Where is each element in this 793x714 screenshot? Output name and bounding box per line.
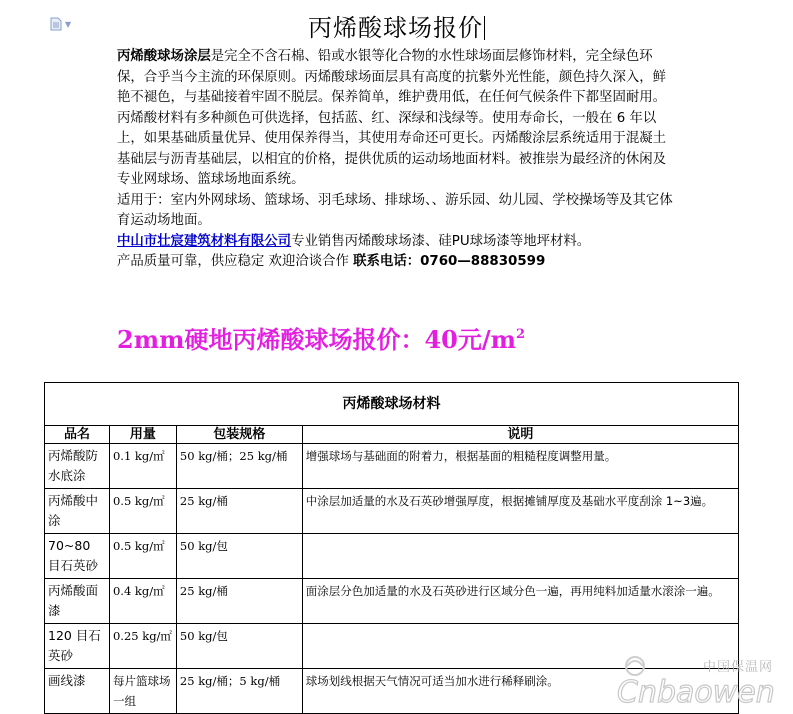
chevron-down-icon: ▼	[65, 19, 72, 29]
header-pack: 包装规格	[176, 426, 302, 444]
cell-name: 120 目石英砂	[45, 624, 110, 669]
cell-pack: 25 kg/桶	[176, 489, 302, 534]
cell-pack: 50 kg/包	[176, 534, 302, 579]
cell-pack: 50 kg/包	[176, 624, 302, 669]
company-link[interactable]: 中山市壮宸建筑材料有限公司	[117, 233, 292, 249]
watermark-en: Cnbaowen	[617, 675, 775, 708]
contact-phone: 联系电话：0760—88830599	[353, 254, 546, 269]
cell-pack: 25 kg/桶；5 kg/桶	[176, 669, 302, 714]
cell-usage: 0.5 kg/㎡	[109, 534, 176, 579]
cell-desc: 球场划线根据天气情况可适当加水进行稀释刷涂。	[302, 669, 738, 714]
header-usage: 用量	[109, 426, 176, 444]
cell-desc: 增强球场与基础面的附着力，根据基面的粗糙程度调整用量。	[302, 444, 738, 489]
text-cursor	[484, 16, 485, 40]
intro-bold-term: 丙烯酸球场涂层	[117, 49, 211, 64]
cell-name: 70~80 目石英砂	[45, 534, 110, 579]
quality-text: 产品质量可靠，供应稳定 欢迎洽谈合作	[117, 254, 354, 269]
watermark-cn: 中国保温网	[702, 660, 773, 675]
company-paragraph	[117, 232, 677, 253]
cell-name: 丙烯酸面漆	[45, 579, 110, 624]
cell-desc: 中涂层加适量的水及石英砂增强厚度，根据摊铺厚度及基础水平度刮涂 1~3遍。	[302, 489, 738, 534]
cell-usage: 0.25 kg/㎡	[109, 624, 176, 669]
price-text: 2mm硬地丙烯酸球场报价：40元/m	[117, 325, 517, 354]
table-row	[45, 534, 739, 579]
cell-pack: 25 kg/桶	[176, 579, 302, 624]
price-heading	[117, 320, 525, 355]
cell-pack: 50 kg/桶；25 kg/桶	[176, 444, 302, 489]
table-row	[45, 444, 739, 489]
cell-usage: 0.5 kg/㎡	[109, 489, 176, 534]
cell-usage: 每片篮球场一组	[109, 669, 176, 714]
document-title[interactable]: 丙烯酸球场报价	[308, 14, 483, 42]
table-row	[45, 579, 739, 624]
cell-desc: 面涂层分色加适量的水及石英砂进行区域分色一遍，再用纯料加适量水滚涂一遍。	[302, 579, 738, 624]
table-header-row	[45, 426, 739, 444]
table-caption-row	[45, 383, 739, 426]
quality-paragraph	[117, 252, 677, 273]
applicable-paragraph: 适用于：室内外网球场、篮球场、羽毛球场、排球场、、游乐园、幼儿园、学校操场等及其它体育运动场地面。	[117, 192, 673, 228]
intro-paragraph	[117, 47, 677, 191]
cell-usage: 0.1 kg/㎡	[109, 444, 176, 489]
price-superscript: 2	[516, 327, 526, 342]
cell-desc	[302, 534, 738, 579]
table-row	[45, 489, 739, 534]
cell-name: 丙烯酸中涂	[45, 489, 110, 534]
body-text	[117, 47, 677, 273]
table-caption: 丙烯酸球场材料	[45, 383, 739, 426]
header-desc: 说明	[302, 426, 738, 444]
cell-name: 画线漆	[45, 669, 110, 714]
cell-name: 丙烯酸防水底涂	[45, 444, 110, 489]
cell-usage: 0.4 kg/㎡	[109, 579, 176, 624]
intro-text: 是完全不含石棉、铅或水银等化合物的水性球场面层修饰材料，完全绿色环保，合乎当今主流的环保原则。丙烯酸球场面层具有高度的抗紫外光性能，颜色持久深入，鲜艳不褪色，与基础接着牢固不脱层。保养简单，维护费用低，在任何气候条件下都坚固耐用。丙烯酸材料有多种颜色可供选择，包括蓝、红、深绿和浅绿等。使用寿命长，一般在 6 年以上，如果基础质量优异、使用保养得当，其使用寿命还可更长。丙烯酸涂层系统适用于混凝土基础层与沥青基础层，以相宜的价格，提供优质的运动场地面材料。被推崇为最经济的休闲及专业网球场、篮球场地面系统。	[117, 49, 667, 187]
watermark-logo	[615, 652, 785, 708]
header-name: 品名	[45, 426, 110, 444]
company-text: 专业销售丙烯酸球场漆、硅PU球场漆等地坪材料。	[291, 233, 591, 249]
